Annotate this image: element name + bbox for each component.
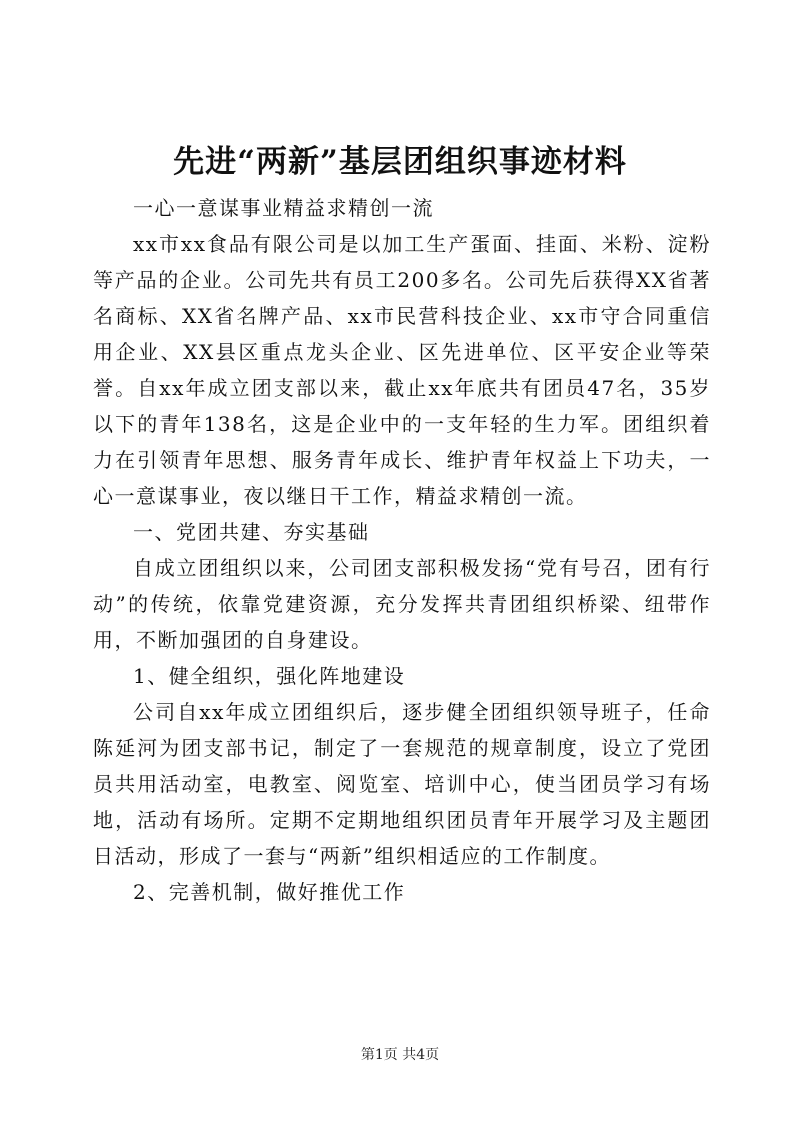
- subsection-heading-2: 2、完善机制，做好推优工作: [133, 880, 406, 904]
- document-body: [93, 190, 711, 910]
- paragraph-organization: 公司自xx年成立团组织后，逐步健全团组织领导班子，任命陈延河为团支部书记，制定了一套规范的规章制度，设立了党团员共用活动室，电教室、阅览室、培训中心，使当团员学习有场地，活动有场所。定期不定期地组织团员青年开展学习及主题团日活动，形成了一套与“两新”组织相适应的工作制度。: [93, 700, 711, 868]
- page-footer: [0, 1045, 800, 1065]
- subsection-heading-1: 1、健全组织，强化阵地建设: [133, 664, 406, 688]
- page-number: 第1页 共4页: [360, 1047, 440, 1063]
- paragraph-party-league: 自成立团组织以来，公司团支部积极发扬“党有号召，团有行动”的传统，依靠党建资源，充分发挥共青团组织桥梁、纽带作用，不断加强团的自身建设。: [93, 556, 711, 652]
- section-subtitle: 一心一意谋事业精益求精创一流: [133, 196, 434, 220]
- paragraph-company-intro: xx市xx食品有限公司是以加工生产蛋面、挂面、米粉、淀粉等产品的企业。公司先共有员工200多名。公司先后获得XX省著名商标、XX省名牌产品、xx市民营科技企业、xx市守合同重信用企业、XX县区重点龙头企业、区先进单位、区平安企业等荣誉。自xx年成立团支部以来，截止xx年底共有团员47名，35岁以下的青年138名，这是企业中的一支年轻的生力军。团组织着力在引领青年思想、服务青年成长、维护青年权益上下功夫，一心一意谋事业，夜以继日干工作，精益求精创一流。: [93, 232, 711, 508]
- section-heading-1: 一、党团共建、夯实基础: [133, 520, 370, 544]
- page-title: 先进“两新”基层团组织事迹材料: [173, 144, 627, 180]
